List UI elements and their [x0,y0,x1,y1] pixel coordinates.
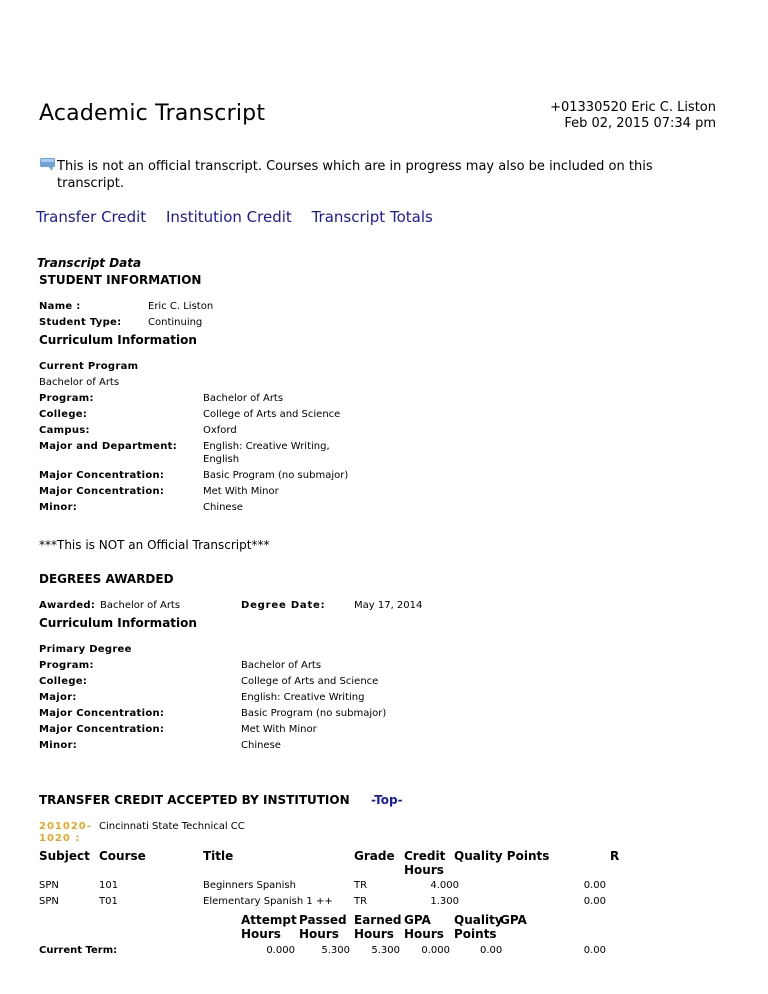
value: College of Arts and Science [241,676,379,687]
col-passed-hours [299,913,347,941]
term-code [39,821,92,845]
label: Major: [39,692,77,703]
col-credit-hours-line-1: Credit [404,849,446,863]
line-1: Passed [299,913,347,927]
col-grade: Grade [354,849,395,863]
link-institution-credit[interactable]: Institution Credit [165,208,292,226]
cell-subject: SPN [39,880,59,891]
col-quality-points: Quality Points [454,849,550,863]
label: Program: [39,393,94,404]
line-2: Hours [404,927,444,941]
label: Major Concentration: [39,724,165,735]
label: Campus: [39,425,90,436]
value: Bachelor of Arts [241,660,322,671]
transcript-data-title: Transcript Data [37,256,142,270]
line-2: Points [454,927,497,941]
col-credit-hours [404,849,445,877]
value: Basic Program (no submajor) [203,470,349,481]
line-1: Earned [354,913,402,927]
value: Oxford [203,425,237,436]
earned-hours-value: 5.300 [371,945,400,956]
cell-course: T01 [99,896,118,907]
speech-bubble-icon [40,158,56,170]
label: College: [39,676,88,687]
value: Chinese [241,740,281,751]
degree-date-label: Degree Date: [241,600,326,611]
value: Met With Minor [203,486,279,497]
col-earned-hours [354,913,401,941]
value-continued: English [203,454,240,465]
label: Major Concentration: [39,470,165,481]
value: English: Creative Writing, [203,441,330,452]
report-datetime: Feb 02, 2015 07:34 pm [564,116,716,131]
value: Basic Program (no submajor) [241,708,387,719]
cell-grade: TR [354,880,368,891]
value: Met With Minor [241,724,317,735]
term-code-line-1: 201020- [39,821,92,832]
value: Continuing [148,317,203,328]
value: Chinese [203,502,243,513]
degree-awarded-row [39,600,739,616]
label: Major Concentration: [39,708,165,719]
cell-quality-points: 0.00 [583,896,606,907]
attempt-hours-value: 0.000 [266,945,295,956]
cell-credit-hours: 1.300 [430,896,459,907]
col-course: Course [99,849,146,863]
student-id-name: +01330520 Eric C. Liston [550,100,716,115]
col-subject: Subject [39,849,90,863]
notice-line-2: transcript. [57,176,125,191]
curriculum-heading: Curriculum Information [39,333,197,347]
value: Bachelor of Arts [203,393,284,404]
cell-subject: SPN [39,896,59,907]
section-nav [36,208,448,226]
value: Eric C. Liston [148,301,214,312]
transfer-credit-heading: TRANSFER CREDIT ACCEPTED BY INSTITUTION [39,793,350,807]
col-credit-hours-line-2: Hours [404,863,444,877]
degrees-awarded-heading: DEGREES AWARDED [39,572,174,586]
gpa-hours-value: 0.000 [421,945,450,956]
label: College: [39,409,88,420]
value: College of Arts and Science [203,409,341,420]
page-title: Academic Transcript [39,101,266,126]
col-gpa-hours [404,913,444,941]
awarded-value: Bachelor of Arts [100,600,181,611]
not-official-banner: ***This is NOT an Official Transcript*** [39,538,270,552]
label: Student Type: [39,317,122,328]
value: Bachelor of Arts [39,377,120,388]
line-2: Hours [241,927,281,941]
cell-grade: TR [354,896,368,907]
notice-line-1: This is not an official transcript. Courses which are in progress may also be included on this [57,159,653,174]
line-1: GPA [404,913,431,927]
link-transcript-totals[interactable]: Transcript Totals [311,208,433,226]
col-r: R [610,849,620,863]
unofficial-notice [40,158,720,192]
gpa-value: 0.00 [583,945,606,956]
degree-date-value: May 17, 2014 [354,600,423,611]
quality-points-value: 0.00 [480,945,503,956]
cell-title: Elementary Spanish 1 ++ [203,896,333,907]
line-1: Quality [454,913,503,927]
label: Minor: [39,502,78,513]
line-1: Attempt [241,913,297,927]
passed-hours-value: 5.300 [321,945,350,956]
label: Minor: [39,740,78,751]
student-information-heading: STUDENT INFORMATION [39,273,202,287]
value: English: Creative Writing [241,692,365,703]
cell-course: 101 [99,880,119,891]
col-attempt-hours [241,913,297,941]
label: Name : [39,301,81,312]
label: Current Program [39,361,139,372]
label: Program: [39,660,94,671]
cell-credit-hours: 4.000 [430,880,459,891]
current-term-label: Current Term: [39,945,118,956]
label: Major and Department: [39,441,178,452]
line-2: Hours [299,927,339,941]
label: Major Concentration: [39,486,165,497]
link-transfer-credit[interactable]: Transfer Credit [36,208,147,226]
awarded-label: Awarded: [39,600,96,611]
top-link[interactable]: -Top- [371,793,403,807]
col-gpa: GPA [500,913,527,927]
cell-title: Beginners Spanish [203,880,296,891]
term-code-line-2: 1020 : [39,833,81,844]
institution-name: Cincinnati State Technical CC [99,821,245,832]
line-2: Hours [354,927,394,941]
student-identity [550,100,716,132]
cell-quality-points: 0.00 [583,880,606,891]
degree-curriculum-heading: Curriculum Information [39,616,197,630]
label: Primary Degree [39,644,132,655]
col-quality-points-total [454,913,503,941]
col-title: Title [203,849,234,863]
